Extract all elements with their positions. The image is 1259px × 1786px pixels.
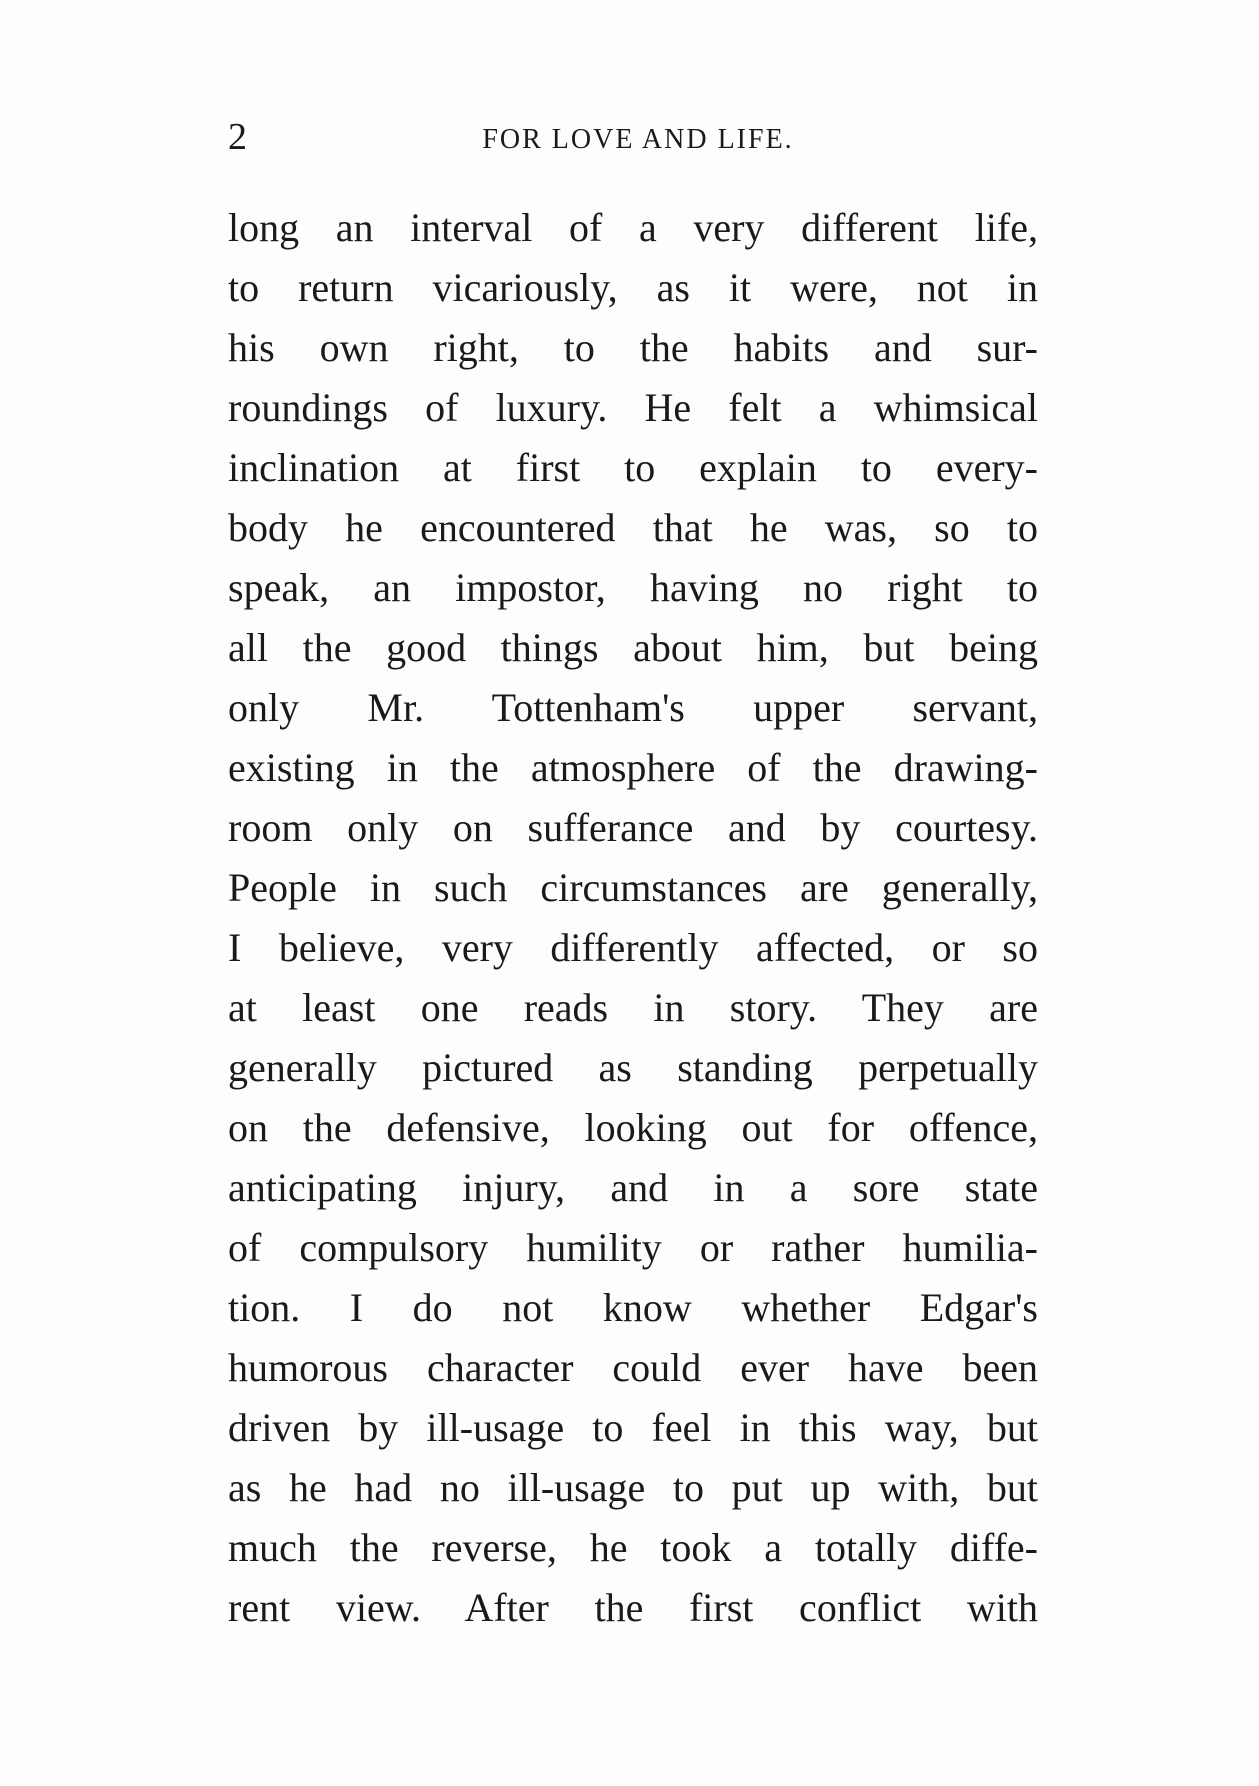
- body-text: [228, 198, 1038, 1638]
- text-line: anticipating injury, and in a sore state: [228, 1165, 1038, 1210]
- text-line: much the reverse, he took a totally diffe-: [228, 1525, 1038, 1570]
- text-line: his own right, to the habits and sur-: [228, 325, 1038, 370]
- text-line: at least one reads in story. They are: [228, 985, 1038, 1030]
- text-line: I believe, very differently affected, or so: [228, 925, 1038, 970]
- text-line: humorous character could ever have been: [228, 1345, 1038, 1390]
- text-line: room only on sufferance and by courtesy.: [228, 805, 1038, 850]
- running-title: FOR LOVE AND LIFE.: [482, 124, 794, 155]
- text-line: all the good things about him, but being: [228, 625, 1038, 670]
- text-line: rent view. After the first conflict with: [228, 1585, 1038, 1630]
- text-line: People in such circumstances are generally,: [228, 865, 1038, 910]
- text-line: generally pictured as standing perpetually: [228, 1045, 1038, 1090]
- text-line: speak, an impostor, having no right to: [228, 565, 1038, 610]
- running-head: [228, 112, 1038, 162]
- text-line: driven by ill-usage to feel in this way, but: [228, 1405, 1038, 1450]
- text-line: existing in the atmosphere of the drawing-: [228, 745, 1038, 790]
- text-line: of compulsory humility or rather humilia-: [228, 1225, 1038, 1270]
- text-line: body he encountered that he was, so to: [228, 505, 1038, 550]
- text-line: inclination at first to explain to every-: [228, 445, 1038, 490]
- text-line: long an interval of a very different life,: [228, 205, 1038, 250]
- text-line: on the defensive, looking out for offence,: [228, 1105, 1038, 1150]
- text-line: to return vicariously, as it were, not in: [228, 265, 1038, 310]
- text-line: only Mr. Tottenham's upper servant,: [228, 685, 1038, 730]
- page-number: 2: [228, 116, 247, 158]
- text-line: tion. I do not know whether Edgar's: [228, 1285, 1038, 1330]
- text-line: as he had no ill-usage to put up with, but: [228, 1465, 1038, 1510]
- text-line: roundings of luxury. He felt a whimsical: [228, 385, 1038, 430]
